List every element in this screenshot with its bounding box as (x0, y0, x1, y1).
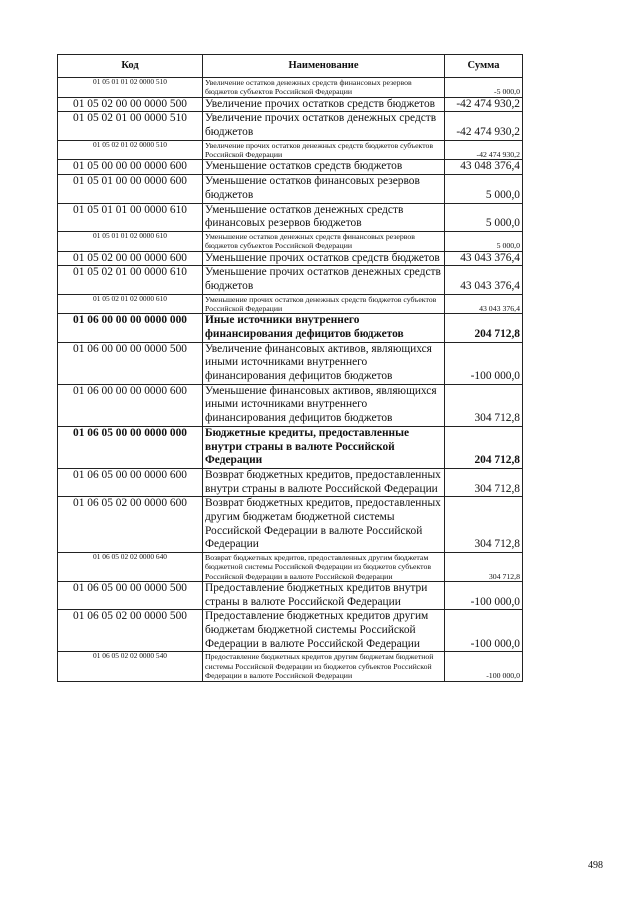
row-code: 01 06 00 00 00 0000 000 (58, 314, 203, 342)
row-code: 01 05 02 01 02 0000 610 (58, 294, 203, 314)
row-code: 01 05 02 01 00 0000 610 (58, 266, 203, 294)
row-code: 01 05 02 01 00 0000 510 (58, 112, 203, 140)
budget-table (57, 54, 523, 682)
row-sum: 43 048 376,4 (445, 160, 523, 175)
table-row (58, 342, 523, 384)
row-code: 01 05 01 00 00 0000 600 (58, 175, 203, 203)
row-sum: -5 000,0 (445, 78, 523, 98)
row-name: Предоставление бюджетных кредитов внутри страны в валюте Российской Федерации (203, 582, 445, 610)
table-row (58, 231, 523, 251)
row-code: 01 05 01 01 00 0000 610 (58, 203, 203, 231)
row-name: Увеличение остатков денежных средств финансовых резервов бюджетов субъектов Российской Федерации (203, 78, 445, 98)
row-sum: -100 000,0 (445, 610, 523, 652)
row-sum: 304 712,8 (445, 497, 523, 553)
row-code: 01 06 00 00 00 0000 500 (58, 342, 203, 384)
row-name: Увеличение финансовых активов, являющихся иными источниками внутреннего финансирования дефицитов бюджетов (203, 342, 445, 384)
row-sum: 204 712,8 (445, 426, 523, 468)
row-sum: 304 712,8 (445, 468, 523, 496)
table-row (58, 266, 523, 294)
row-code: 01 06 05 02 00 0000 600 (58, 497, 203, 553)
row-name: Уменьшение остатков финансовых резервов бюджетов (203, 175, 445, 203)
header-name: Наименование (203, 55, 445, 78)
table-row (58, 97, 523, 112)
row-name: Бюджетные кредиты, предоставленные внутри страны в валюте Российской Федерации (203, 426, 445, 468)
row-code: 01 05 02 00 00 0000 500 (58, 97, 203, 112)
table-row (58, 314, 523, 342)
header-code: Код (58, 55, 203, 78)
row-code: 01 06 05 02 00 0000 500 (58, 610, 203, 652)
row-name: Увеличение прочих остатков денежных средств бюджетов (203, 112, 445, 140)
row-name: Увеличение прочих остатков денежных средств бюджетов субъектов Российской Федерации (203, 140, 445, 160)
row-code: 01 05 01 01 02 0000 510 (58, 78, 203, 98)
row-sum: -42 474 930,2 (445, 97, 523, 112)
row-name: Предоставление бюджетных кредитов другим бюджетам бюджетной системы Российской Федерации в валюте Российской Федерации (203, 610, 445, 652)
table-row (58, 175, 523, 203)
row-name: Возврат бюджетных кредитов, предоставленных другим бюджетам бюджетной системы Российской Федерации из бюджетов субъектов Российской Федерации в валюте Российской Федерации (203, 553, 445, 582)
table-row (58, 78, 523, 98)
row-sum: -100 000,0 (445, 342, 523, 384)
row-code: 01 06 00 00 00 0000 600 (58, 384, 203, 426)
header-sum: Сумма (445, 55, 523, 78)
row-code: 01 05 02 01 02 0000 510 (58, 140, 203, 160)
row-sum: 43 043 376,4 (445, 251, 523, 266)
row-sum: -42 474 930,2 (445, 140, 523, 160)
table-row (58, 582, 523, 610)
table-row (58, 203, 523, 231)
table-row (58, 610, 523, 652)
row-name: Предоставление бюджетных кредитов другим бюджетам бюджетной системы Российской Федерации из бюджетов субъектов Российской Федерации в валюте Российской Федерации (203, 652, 445, 681)
row-sum: 304 712,8 (445, 553, 523, 582)
row-name: Уменьшение прочих остатков денежных средств бюджетов субъектов Российской Федерации (203, 294, 445, 314)
table-row (58, 294, 523, 314)
row-name: Возврат бюджетных кредитов, предоставленных внутри страны в валюте Российской Федерации (203, 468, 445, 496)
row-sum: 304 712,8 (445, 384, 523, 426)
row-code: 01 06 05 02 02 0000 540 (58, 652, 203, 681)
row-name: Возврат бюджетных кредитов, предоставленных другим бюджетам бюджетной системы Российской Федерации в валюте Российской Федерации (203, 497, 445, 553)
row-name: Уменьшение прочих остатков денежных средств бюджетов (203, 266, 445, 294)
table-row (58, 468, 523, 496)
row-sum: -100 000,0 (445, 652, 523, 681)
table-row (58, 652, 523, 681)
row-name: Увеличение прочих остатков средств бюджетов (203, 97, 445, 112)
row-name: Уменьшение остатков средств бюджетов (203, 160, 445, 175)
row-sum: 43 043 376,4 (445, 266, 523, 294)
table-header (58, 55, 523, 78)
table-row (58, 497, 523, 553)
row-code: 01 05 02 00 00 0000 600 (58, 251, 203, 266)
row-code: 01 06 05 00 00 0000 000 (58, 426, 203, 468)
table-row (58, 112, 523, 140)
table-row (58, 384, 523, 426)
table-row (58, 140, 523, 160)
row-sum: 204 712,8 (445, 314, 523, 342)
row-sum: -100 000,0 (445, 582, 523, 610)
row-name: Уменьшение остатков денежных средств финансовых резервов бюджетов субъектов Российской Федерации (203, 231, 445, 251)
row-name: Уменьшение прочих остатков средств бюджетов (203, 251, 445, 266)
page-number: 498 (588, 860, 603, 871)
table-row (58, 426, 523, 468)
row-sum: 5 000,0 (445, 203, 523, 231)
row-name: Иные источники внутреннего финансирования дефицитов бюджетов (203, 314, 445, 342)
table-row (58, 553, 523, 582)
row-code: 01 06 05 00 00 0000 600 (58, 468, 203, 496)
row-sum: 5 000,0 (445, 231, 523, 251)
row-code: 01 05 01 01 02 0000 610 (58, 231, 203, 251)
row-name: Уменьшение остатков денежных средств финансовых резервов бюджетов (203, 203, 445, 231)
row-sum: 5 000,0 (445, 175, 523, 203)
row-code: 01 06 05 02 02 0000 640 (58, 553, 203, 582)
table-row (58, 160, 523, 175)
row-sum: -42 474 930,2 (445, 112, 523, 140)
table-row (58, 251, 523, 266)
row-name: Уменьшение финансовых активов, являющихся иными источниками внутреннего финансирования дефицитов бюджетов (203, 384, 445, 426)
row-sum: 43 043 376,4 (445, 294, 523, 314)
row-code: 01 06 05 00 00 0000 500 (58, 582, 203, 610)
row-code: 01 05 00 00 00 0000 600 (58, 160, 203, 175)
